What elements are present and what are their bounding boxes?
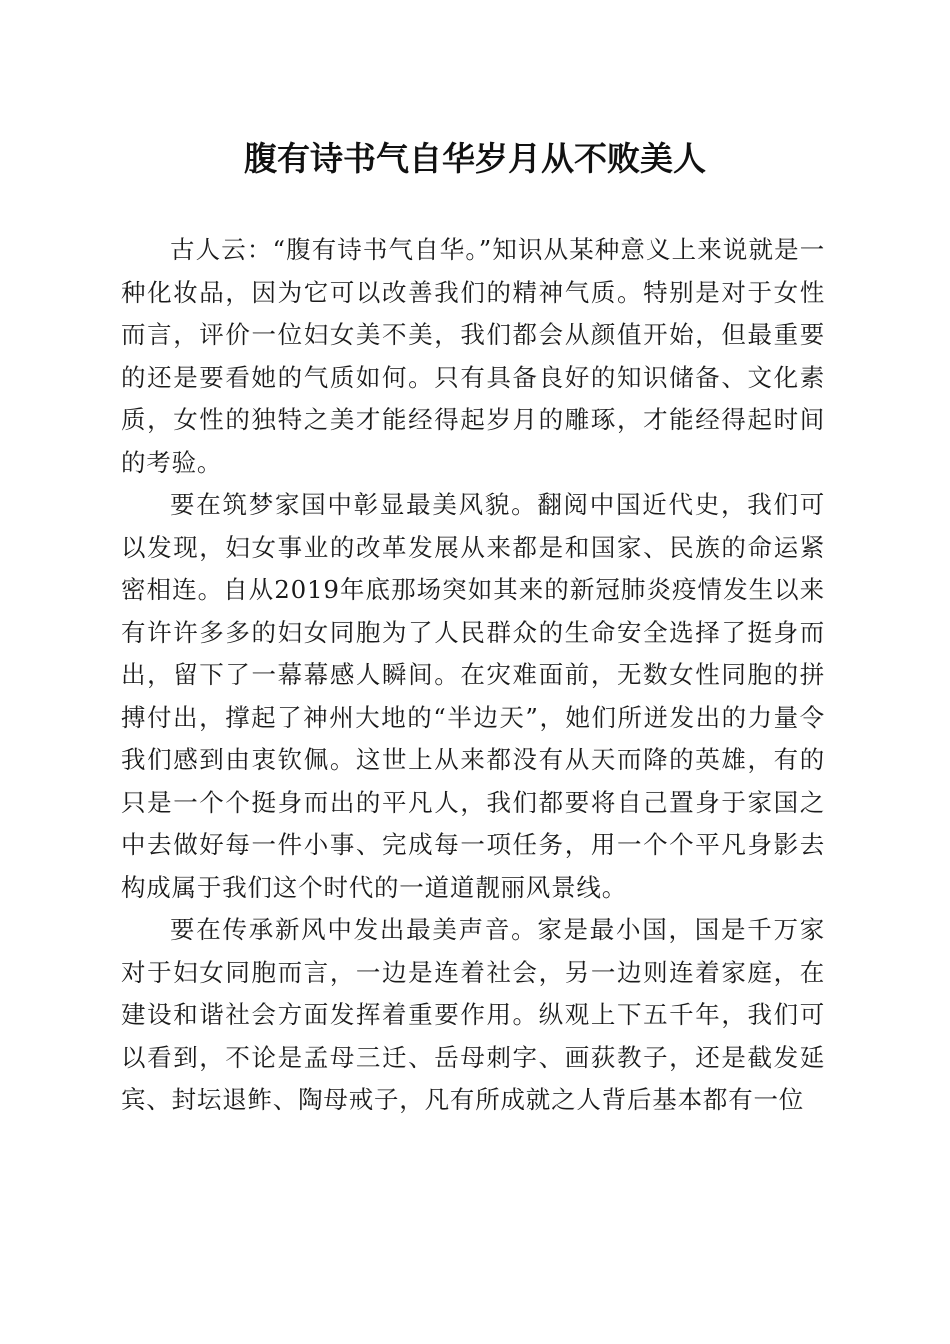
paragraph-intro: 古人云：“腹有诗书气自华。”知识从某种意义上来说就是一种化妆品，因为它可以改善我们的精神气质。特别是对于女性而言，评价一位妇女美不美，我们都会从颜值开始，但最重要的还是要看她的气质如何。只有具备良好的知识储备、文化素质，女性的独特之美才能经得起岁月的雕琢，才能经得起时间的考验。 [121,235,825,477]
paragraph-dream-homeland: 要在筑梦家国中彰显最美风貌。翻阅中国近代史，我们可以发现，妇女事业的改革发展从来都是和国家、民族的命运紧密相连。自从2019年底那场突如其来的新冠肺炎疫情发生以来有许许多多的妇女同胞为了人民群众的生命安全选择了挺身而出，留下了一幕幕感人瞬间。在灾难面前，无数女性同胞的拼搏付出，撑起了神州大地的“半边天”，她们所迸发出的力量令我们感到由衷钦佩。这世上从来都没有从天而降的英雄，有的只是一个个挺身而出的平凡人，我们都要将自己置身于家国之中去做好每一件小事、完成每一项任务，用一个个平凡身影去构成属于我们这个时代的一道道靓丽风景线。 [121,490,825,902]
document-title: 腹有诗书气自华岁月从不败美人 [244,139,706,178]
document-body [121,229,825,1122]
paragraph-new-customs: 要在传承新风中发出最美声音。家是最小国，国是千万家对于妇女同胞而言，一边是连着社会，另一边则连着家庭，在建设和谐社会方面发挥着重要作用。纵观上下五千年，我们可以看到，不论是孟母三迁、岳母刺字、画荻教子，还是截发延宾、封坛退鲊、陶母戒子，凡有所成就之人背后基本都有一位 [121,915,825,1114]
